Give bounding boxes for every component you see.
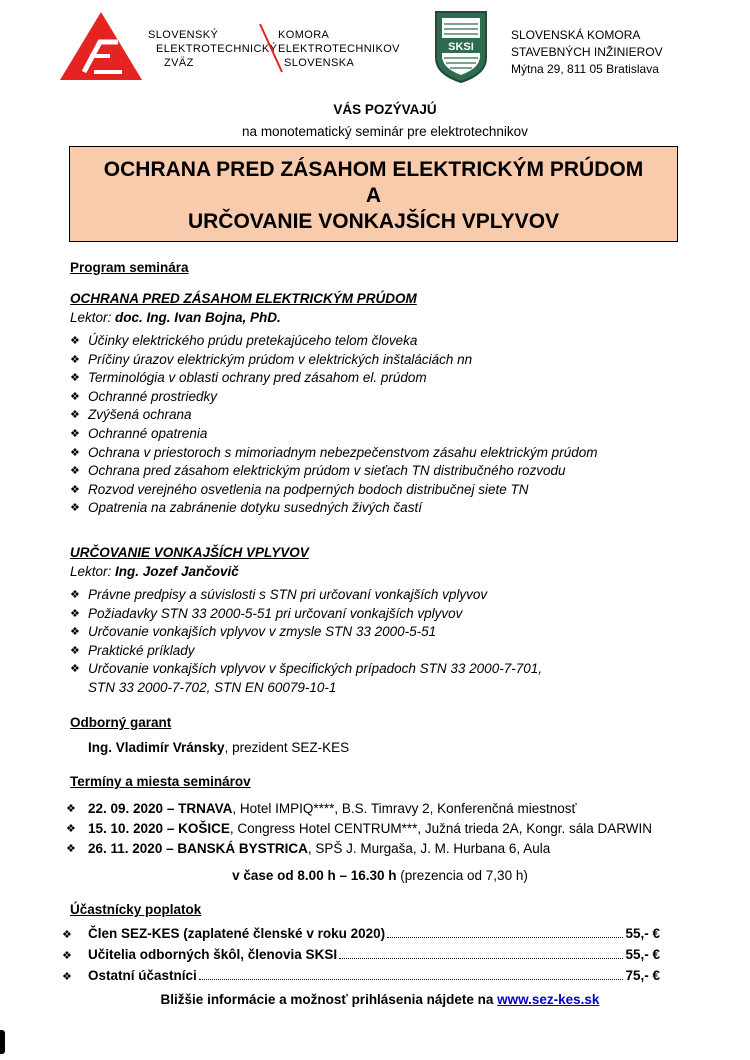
diamond-bullet-icon: ❖ (62, 950, 72, 962)
scroll-handle[interactable] (0, 1030, 5, 1054)
diamond-bullet-icon: ❖ (70, 427, 80, 440)
fee-row: ❖ Ostatní účastníci 75,- € (62, 966, 660, 987)
garant-role: , prezident SEZ-KES (224, 740, 350, 755)
terms-heading: Termíny a miesta seminárov (70, 774, 251, 789)
sksi-logo-text: SKSI (448, 41, 474, 53)
diamond-bullet-icon: ❖ (70, 465, 80, 478)
term-item: ❖ 22. 09. 2020 – TRNAVA, Hotel IMPIQ****, B.S. Timravy 2, Konferenčná miestnosť (66, 799, 746, 819)
invite-subtitle: na monotematický seminár pre elektrotechnikov (242, 124, 528, 139)
diamond-bullet-icon: ❖ (66, 823, 76, 835)
part2-list (70, 586, 730, 698)
diamond-bullet-icon: ❖ (70, 372, 80, 385)
diamond-bullet-icon: ❖ (70, 353, 80, 366)
fee-row: ❖ Člen SEZ-KES (zaplatené členské v roku 2020) 55,- € (62, 924, 660, 945)
term-item: ❖ 15. 10. 2020 – KOŠICE, Congress Hotel CENTRUM***, Južná trieda 2A, Kongr. sála DARWIN (66, 819, 746, 839)
sez-logo-icon (60, 12, 142, 80)
lektor-name: Ing. Jozef Jančovič (115, 564, 239, 579)
list-item: ❖ Ochrana v priestoroch s mimoriadnym nebezpečenstvom zásahu elektrickým prúdom (70, 444, 730, 463)
fee-row: ❖ Učitelia odborných škôl, členovia SKSI 55,- € (62, 945, 660, 966)
diamond-bullet-icon: ❖ (62, 929, 72, 941)
list-item-continuation: STN 33 2000-7-702, STN EN 60079-10-1 (88, 679, 337, 695)
diamond-bullet-icon: ❖ (70, 409, 80, 422)
sez-name: SLOVENSKÝ ELEKTROTECHNICKÝ ZVÄZ (148, 29, 278, 69)
footer-info: Bližšie informácie a možnosť prihlásenia nájdete na www.sez-kes.sk (160, 992, 600, 1007)
banner-line-2: A (365, 184, 382, 207)
list-item: ❖ Ochranné opatrenia (70, 425, 730, 444)
diamond-bullet-icon: ❖ (70, 663, 80, 676)
komora-name: KOMORA ELEKTROTECHNIKOV SLOVENSKA (278, 29, 400, 69)
diamond-bullet-icon: ❖ (70, 589, 80, 601)
diamond-bullet-icon: ❖ (70, 483, 80, 496)
invite-title: VÁS POZÝVAJÚ (333, 102, 437, 117)
fee-heading: Účastnícky poplatok (70, 902, 202, 917)
diamond-bullet-icon: ❖ (70, 446, 80, 459)
banner-line-3: URČOVANIE VONKAJŠÍCH VPLYVOV (187, 210, 560, 233)
banner-line-1: OCHRANA PRED ZÁSAHOM ELEKTRICKÝM PRÚDOM (103, 158, 644, 181)
website-link[interactable]: www.sez-kes.sk (497, 992, 600, 1007)
lektor-name: doc. Ing. Ivan Bojna, PhD. (115, 310, 281, 325)
list-item: ❖ Určovanie vonkajších vplyvov v špecifických prípadoch STN 33 2000-7-701, (70, 660, 730, 679)
part1-title: OCHRANA PRED ZÁSAHOM ELEKTRICKÝM PRÚDOM (70, 291, 417, 306)
sksi-name: SLOVENSKÁ KOMORA STAVEBNÝCH INŽINIEROV Mýtna 29, 811 05 Bratislava (511, 28, 663, 76)
title-banner (69, 146, 678, 242)
list-item: ❖ Požiadavky STN 33 2000-5-51 pri určovaní vonkajších vplyvov (70, 605, 730, 624)
list-item: ❖ Zvýšená ochrana (70, 406, 730, 425)
part2-lektor: Lektor: Ing. Jozef Jančovič (70, 564, 239, 579)
diamond-bullet-icon: ❖ (70, 626, 80, 639)
diamond-bullet-icon: ❖ (66, 803, 76, 815)
time-info: v čase od 8.00 h – 16.30 h (prezencia od 7,30 h) (232, 868, 528, 883)
list-item: ❖ Rozvod verejného osvetlenia na podperných bodoch distribučnej siete TN (70, 481, 730, 500)
diamond-bullet-icon: ❖ (62, 971, 72, 983)
list-item: ❖ Príčiny úrazov elektrickým prúdom v elektrických inštaláciách nn (70, 351, 730, 370)
program-heading: Program seminára (70, 260, 189, 275)
list-item: ❖ Účinky elektrického prúdu pretekajúceho telom človeka (70, 332, 730, 351)
diamond-bullet-icon: ❖ (66, 843, 76, 855)
part1-list (70, 332, 730, 518)
diamond-bullet-icon: ❖ (70, 502, 80, 515)
diamond-bullet-icon: ❖ (70, 644, 80, 657)
garant-heading: Odborný garant (70, 715, 172, 730)
sksi-logo-icon (430, 10, 492, 84)
list-item: ❖ Opatrenia na zabránenie dotyku susedných živých častí (70, 499, 730, 518)
diamond-bullet-icon: ❖ (70, 335, 80, 347)
list-item: ❖ Určovanie vonkajších vplyvov v zmysle STN 33 2000-5-51 (70, 623, 730, 642)
diamond-bullet-icon: ❖ (70, 607, 80, 620)
term-item: ❖ 26. 11. 2020 – BANSKÁ BYSTRICA, SPŠ J. Murgaša, J. M. Hurbana 6, Aula (66, 839, 746, 859)
list-item: ❖ Právne predpisy a súvislosti s STN pri určovaní vonkajších vplyvov (70, 586, 730, 605)
part2-title: URČOVANIE VONKAJŠÍCH VPLYVOV (70, 545, 309, 560)
garant-name: Ing. Vladimír Vránsky (88, 740, 225, 755)
part1-lektor: Lektor: doc. Ing. Ivan Bojna, PhD. (70, 310, 281, 325)
fee-list (62, 924, 660, 987)
garant-person (88, 740, 349, 755)
list-item: ❖ Ochranné prostriedky (70, 388, 730, 407)
terms-list (66, 799, 746, 859)
diamond-bullet-icon: ❖ (70, 390, 80, 403)
list-item: ❖ Terminológia v oblasti ochrany pred zásahom el. prúdom (70, 369, 730, 388)
list-item: ❖ Ochrana pred zásahom elektrickým prúdom v sieťach TN distribučného rozvodu (70, 462, 730, 481)
list-item: ❖ Praktické príklady (70, 642, 730, 661)
